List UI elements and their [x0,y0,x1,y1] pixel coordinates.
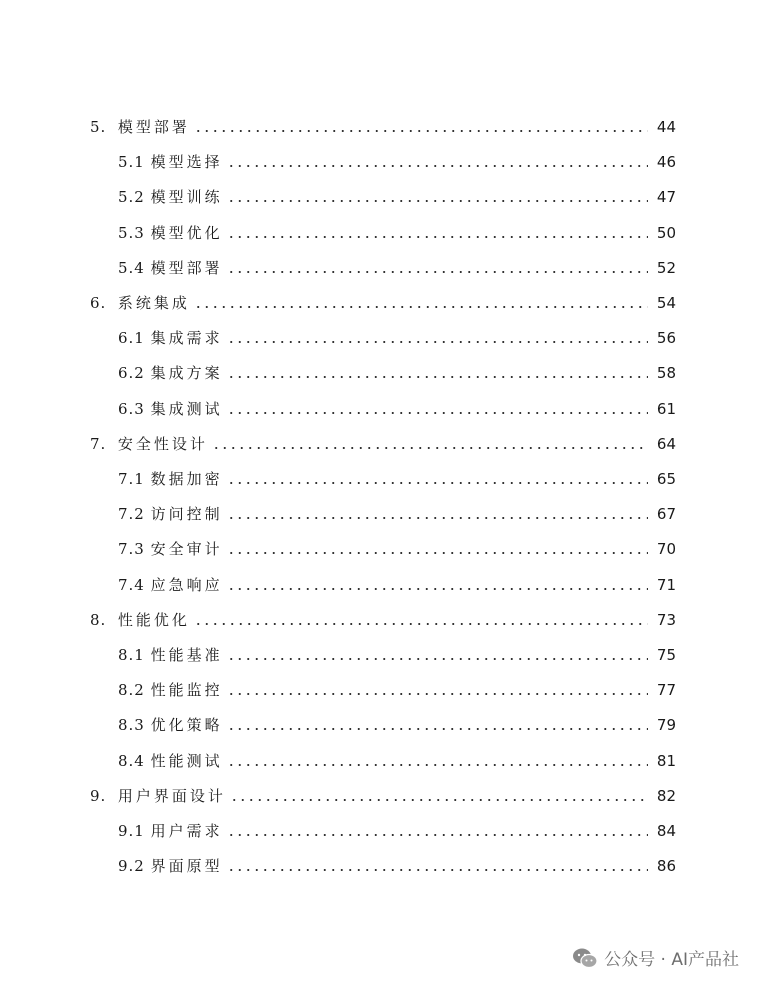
toc-entry-page-number: 46 [656,153,676,172]
toc-section-entry[interactable] [118,219,676,243]
toc-dot-leader [227,517,648,519]
toc-dot-leader [227,482,648,484]
toc-entry-title: 系统集成 [117,294,190,312]
toc-entry-number: 9.2 [118,857,145,876]
toc-dot-leader [194,306,648,308]
toc-entry-number: 5.1 [118,153,145,172]
toc-entry-page-number: 61 [656,399,676,418]
toc-dot-leader [227,376,648,378]
toc-entry-number: 9.1 [118,822,145,840]
toc-entry-page-number: 65 [656,470,676,488]
toc-entry-title: 访问控制 [150,505,223,524]
toc-entry-number: 8.4 [118,751,145,770]
toc-entry-number: 6. [90,294,107,312]
toc-entry-page-number: 67 [656,505,676,524]
toc-entry-title: 优化策略 [150,716,223,735]
toc-entry-title: 性能基准 [150,646,223,664]
toc-entry-title: 性能监控 [150,681,223,700]
toc-dot-leader [212,447,648,449]
toc-entry-title: 用户界面设计 [117,786,226,805]
toc-dot-leader [227,165,648,167]
toc-entry-title: 集成测试 [150,399,223,418]
toc-chapter-entry[interactable] [90,430,676,454]
toc-entry-page-number: 64 [656,434,676,453]
toc-entry-title: 集成需求 [150,329,223,348]
toc-entry-number: 6.1 [118,329,145,348]
toc-dot-leader [227,341,648,343]
toc-entry-page-number: 54 [656,294,676,312]
toc-entry-number: 7.2 [118,505,145,524]
toc-entry-title: 模型训练 [150,188,223,207]
toc-section-entry[interactable] [118,747,676,771]
toc-entry-title: 性能优化 [117,610,190,629]
toc-entry-title: 用户需求 [150,822,223,840]
toc-entry-page-number: 81 [656,751,676,770]
toc-dot-leader [227,271,648,273]
toc-chapter-entry[interactable] [90,782,676,806]
toc-entry-page-number: 79 [656,716,676,735]
toc-section-entry[interactable] [118,852,676,876]
toc-entry-number: 5.2 [118,188,145,207]
toc-entry-number: 5.4 [118,258,145,277]
toc-entry-number: 7.3 [118,540,145,559]
toc-dot-leader [227,412,648,414]
toc-dot-leader [227,236,648,238]
toc-dot-leader [227,658,648,660]
toc-chapter-entry[interactable] [90,289,676,313]
toc-entry-number: 9. [90,786,107,805]
toc-entry-page-number: 84 [656,822,676,840]
toc-entry-title: 性能测试 [150,751,223,770]
toc-entry-number: 7.4 [118,575,145,594]
toc-entry-number: 5.3 [118,223,145,242]
toc-entry-page-number: 47 [656,188,676,207]
toc-section-entry[interactable] [118,817,676,841]
toc-entry-page-number: 58 [656,364,676,383]
toc-entry-title: 模型部署 [117,118,190,136]
toc-dot-leader [227,728,648,730]
toc-entry-page-number: 82 [656,786,676,805]
toc-entry-number: 8.1 [118,646,145,664]
toc-dot-leader [227,834,648,836]
toc-dot-leader [227,588,648,590]
toc-entry-page-number: 75 [656,646,676,664]
toc-section-entry[interactable] [118,359,676,383]
toc-entry-number: 6.3 [118,399,145,418]
toc-dot-leader [227,693,648,695]
toc-entry-number: 7.1 [118,470,145,488]
toc-section-entry[interactable] [118,535,676,559]
toc-section-entry[interactable] [118,148,676,172]
toc-entry-page-number: 52 [656,258,676,277]
toc-entry-page-number: 73 [656,610,676,629]
toc-entry-title: 模型部署 [150,258,223,277]
toc-section-entry[interactable] [118,324,676,348]
toc-section-entry[interactable] [118,676,676,700]
toc-entry-number: 5. [90,118,107,136]
toc-dot-leader [194,623,648,625]
toc-entry-number: 6.2 [118,364,145,383]
watermark-text: 公众号 · AI产品社 [604,950,739,970]
toc-entry-page-number: 70 [656,540,676,559]
toc-section-entry[interactable] [118,465,676,489]
toc-entry-title: 模型优化 [150,223,223,242]
toc-entry-title: 界面原型 [150,857,223,876]
toc-entry-number: 7. [90,434,107,453]
toc-entry-title: 安全审计 [150,540,223,559]
toc-entry-title: 安全性设计 [117,434,208,453]
watermark [572,945,739,970]
toc-dot-leader [230,799,648,801]
toc-dot-leader [227,869,648,871]
toc-dot-leader [194,130,648,132]
toc-entry-title: 数据加密 [150,470,223,488]
toc-entry-title: 集成方案 [150,364,223,383]
toc-entry-number: 8.3 [118,716,145,735]
toc-section-entry[interactable] [118,183,676,207]
toc-section-entry[interactable] [118,500,676,524]
toc-entry-title: 应急响应 [150,575,223,594]
toc-entry-page-number: 44 [656,118,676,136]
wechat-icon [572,947,598,969]
toc-dot-leader [227,552,648,554]
toc-section-entry[interactable] [118,641,676,665]
toc-dot-leader [227,764,648,766]
toc-section-entry[interactable] [118,571,676,595]
toc-entry-number: 8.2 [118,681,145,700]
toc-entry-number: 8. [90,610,107,629]
toc-entry-page-number: 56 [656,329,676,348]
toc-dot-leader [227,200,648,202]
toc-entry-page-number: 71 [656,575,676,594]
toc-chapter-entry[interactable] [90,606,676,630]
toc-entry-page-number: 86 [656,857,676,876]
toc-section-entry[interactable] [118,254,676,278]
toc-section-entry[interactable] [118,395,676,419]
toc-entry-title: 模型选择 [150,153,223,172]
toc-chapter-entry[interactable] [90,113,676,137]
toc-section-entry[interactable] [118,711,676,735]
toc-entry-page-number: 77 [656,681,676,700]
toc-entry-page-number: 50 [656,223,676,242]
